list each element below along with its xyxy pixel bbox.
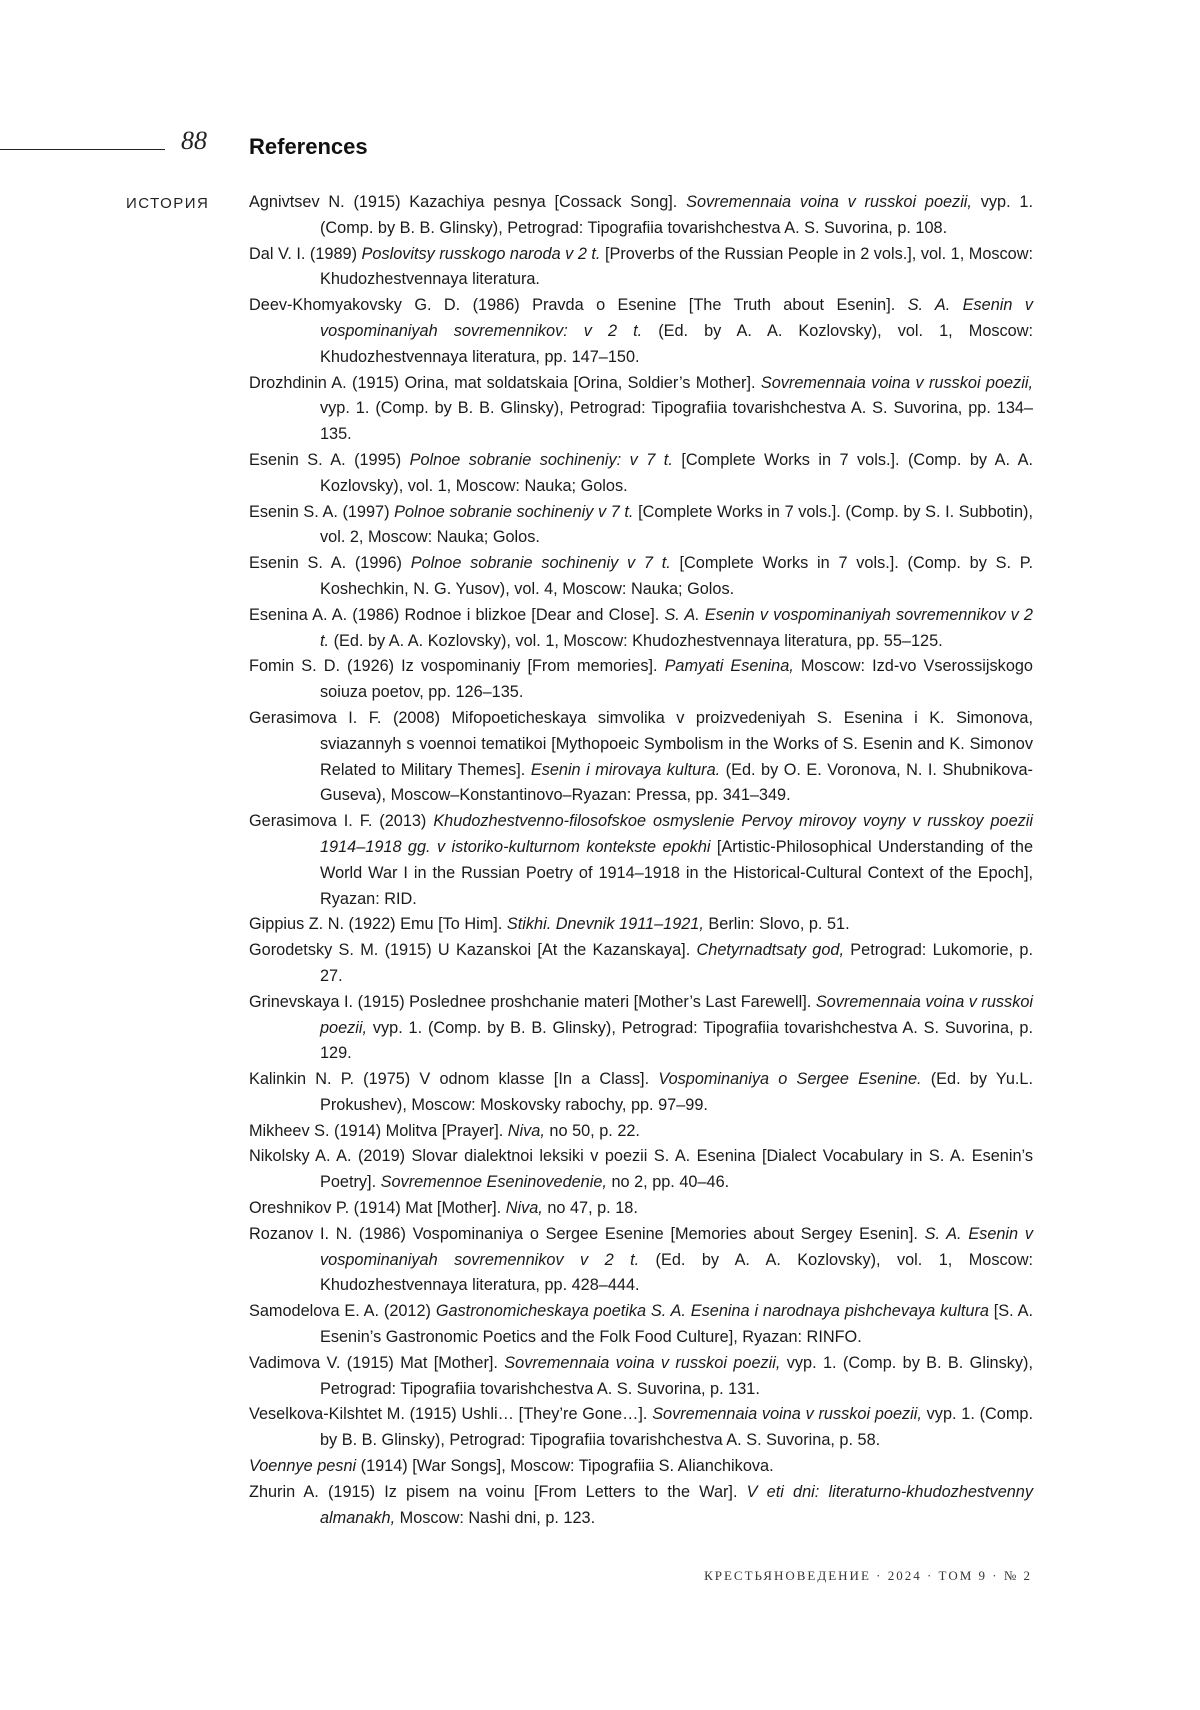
reference-text: Petrograd: Lukomorie, p. 27. [320,941,1033,985]
reference-item [249,706,1033,809]
reference-text: vyp. 1. (Comp. by B. B. Glinsky), Petrograd: Tipografiia tovarishchestva A. S. Suvorina, p. 58. [320,1405,1033,1450]
reference-item [249,500,1033,552]
reference-item [249,1299,1033,1351]
page-number: 88 [181,126,207,155]
reference-text: [Complete Works in 7 vols.]. (Comp. by S. P. Koshechkin, N. G. Yusov), vol. 4, Moscow: Nauka; Golos. [320,554,1033,598]
reference-title: Sovremennaia voina v russkoi poezii, [652,1405,922,1424]
reference-text: Esenin S. A. (1995) [249,450,410,469]
section-label: ИСТОРИЯ [126,195,210,212]
reference-text: Fomin S. D. (1926) Iz vospominaniy [From memories]. [249,657,665,676]
reference-text: vyp. 1. (Comp. by B. B. Glinsky), Petrograd: Tipografiia tovarishchestva A. S. Suvorina, p. 108. [320,193,1033,237]
reference-title: V eti dni: literaturno-khudozhestvenny almanakh, [320,1482,1033,1527]
reference-item [249,809,1033,912]
reference-text: Vadimova V. (1915) Mat [Mother]. [249,1353,505,1372]
reference-text: Dal V. I. (1989) [249,244,362,263]
reference-item [249,1454,1033,1480]
reference-item [249,654,1033,706]
reference-text: Gerasimova I. F. (2008) Mifopoeticheskaya simvolika v proizvedeniyah S. Esenina i K. Simonova, sviazannyh s voennoi tematikoi [Mythopoeic Symbolism in the Works of S. Esenin and K. Simonov Related to Military Themes]. [249,708,1033,779]
reference-text: Nikolsky A. A. (2019) Slovar dialektnoi leksiki v poezii S. A. Esenina [Dialect Vocabulary in S. A. Esenin’s Poetry]. [249,1147,1033,1192]
reference-title: Esenin i mirovaya kultura. [530,760,721,779]
reference-text: [Artistic-Philosophical Understanding of the World War I in the Russian Poetry of 1914–1918 in the Historical-Cultural Context of the Epoch], Ryazan: RID. [320,837,1034,908]
reference-text: (Ed. by A. A. Kozlovsky), vol. 1, Moscow: Khudozhestvennaya literatura, pp. 147–150. [320,321,1033,366]
reference-text: Veselkova-Kilshtet M. (1915) Ushli… [They’re Gone…]. [249,1405,653,1424]
reference-item [249,293,1033,370]
reference-item [249,1144,1033,1196]
reference-title: Polnoe sobranie sochineniy v 7 t. [394,502,634,521]
reference-item [249,190,1033,242]
reference-text: (Ed. by O. E. Voronova, N. I. Shubnikova-Guseva), Moscow–Konstantinovo–Ryazan: Pressa, pp. 341–349. [320,760,1033,805]
reference-title: Sovremennaia voina v russkoi poezii, [504,1353,781,1372]
reference-text: (Ed. by A. A. Kozlovsky), vol. 1, Moscow: Khudozhestvennaya literatura, pp. 428–444. [320,1250,1033,1295]
reference-item [249,1222,1033,1299]
reference-item [249,1119,1033,1145]
reference-text: Agnivtsev N. (1915) Kazachiya pesnya [Cossack Song]. [249,193,687,211]
reference-text: [Complete Works in 7 vols.]. (Comp. by S. I. Subbotin), vol. 2, Moscow: Nauka; Golos. [320,502,1033,547]
reference-title: S. A. Esenin v vospominaniyah sovremennikov v 2 t. [320,605,1033,650]
reference-text: Zhurin A. (1915) Iz pisem na voinu [From Letters to the War]. [249,1482,747,1501]
reference-text: [Proverbs of the Russian People in 2 vols.], vol. 1, Moscow: Khudozhestvennaya literatura. [320,244,1034,289]
reference-text: Berlin: Slovo, p. 51. [703,915,850,934]
reference-item [249,938,1033,990]
reference-text: (Ed. by A. A. Kozlovsky), vol. 1, Moscow: Khudozhestvennaya literatura, pp. 55–125. [329,631,943,650]
reference-text: (Ed. by Yu.L. Prokushev), Moscow: Moskovsky rabochy, pp. 97–99. [320,1070,1033,1114]
reference-item [249,1402,1033,1454]
reference-text: vyp. 1. (Comp. by B. B. Glinsky), Petrograd: Tipografiia tovarishchestva A. S. Suvorina, pp. 134–135. [320,399,1033,444]
reference-list [249,190,1033,1531]
reference-text: Drozhdinin A. (1915) Orina, mat soldatskaia [Orina, Soldier’s Mother]. [249,373,761,392]
reference-text: no 50, p. 22. [544,1121,640,1140]
reference-text: Moscow: Nashi dni, p. 123. [395,1508,596,1527]
reference-text: Deev-Khomyakovsky G. D. (1986) Pravda o Esenine [The Truth about Esenin]. [249,296,908,315]
reference-text: Gorodetsky S. M. (1915) U Kazanskoi [At the Kazanskaya]. [249,941,697,960]
reference-text: Esenin S. A. (1996) [249,554,411,573]
reference-text: Rozanov I. N. (1986) Vospominaniya o Sergee Esenine [Memories about Sergey Esenin]. [249,1224,925,1243]
reference-item [249,1480,1033,1532]
reference-item [249,1067,1033,1119]
reference-text: [S. A. Esenin’s Gastronomic Poetics and the Folk Food Culture], Ryazan: RINFO. [320,1302,1033,1347]
reference-text: Samodelova E. A. (2012) [249,1302,436,1321]
reference-item [249,242,1033,294]
reference-text: Kalinkin N. P. (1975) V odnom klasse [In a Class]. [249,1070,659,1089]
reference-item [249,912,1033,938]
reference-text: no 47, p. 18. [542,1199,638,1218]
reference-title: Sovremennaia voina v russkoi poezii, [320,992,1034,1037]
reference-text: Esenin S. A. (1997) [249,502,395,521]
reference-text: no 2, pp. 40–46. [606,1173,730,1192]
reference-title: Gastronomicheskaya poetika S. A. Esenina i narodnaya pishchevaya kultura [435,1302,989,1321]
reference-title: Poslovitsy russkogo naroda v 2 t. [361,244,601,263]
reference-item [249,371,1033,448]
reference-title: Polnoe sobranie sochineniy: v 7 t. [409,450,673,469]
reference-title: Niva, [507,1121,545,1140]
reference-text: Moscow: Izd-vo Vserossijskogo soiuza poetov, pp. 126–135. [320,657,1033,702]
header-rule [0,149,165,150]
reference-text: vyp. 1. (Comp. by B. B. Glinsky), Petrograd: Tipografiia tovarishchestva A. S. Suvorina, p. 129. [320,1018,1033,1063]
reference-text: (1914) [War Songs], Moscow: Tipografiia S. Alianchikova. [356,1457,774,1476]
journal-footer: КРЕСТЬЯНОВЕДЕНИЕ · 2024 · ТОМ 9 · № 2 [704,1568,1032,1583]
reference-text: Gippius Z. N. (1922) Emu [To Him]. [249,915,507,934]
reference-item [249,1351,1033,1403]
reference-title: Khudozhestvenno-filosofskoe osmyslenie Pervoy mirovoy voyny v russkoy poezii 1914–1918 gg. v istoriko-kulturnom kontekste epokhi [320,812,1033,856]
reference-item [249,448,1033,500]
section-heading: References [249,134,368,159]
reference-text: vyp. 1. (Comp. by B. B. Glinsky), Petrograd: Tipografiia tovarishchestva A. S. Suvorina, p. 131. [320,1353,1033,1398]
reference-title: Voennye pesni [249,1457,357,1476]
reference-title: Sovremennaia voina v russkoi poezii, [760,373,1033,392]
reference-item [249,990,1033,1067]
reference-title: S. A. Esenin v vospominaniyah sovremennikov: v 2 t. [320,296,1034,340]
reference-title: Sovremennaia voina v russkoi poezii, [686,193,972,211]
reference-title: Vospominaniya o Sergee Esenine. [658,1070,922,1089]
reference-title: Stikhi. Dnevnik 1911–1921, [506,915,704,934]
reference-title: S. A. Esenin v vospominaniyah sovremennikov v 2 t. [320,1224,1033,1269]
reference-title: Pamyati Esenina, [664,657,794,676]
reference-title: Niva, [505,1199,543,1218]
reference-title: Sovremennoe Eseninovedenie, [380,1173,607,1192]
reference-text: Mikheev S. (1914) Molitva [Prayer]. [249,1121,508,1140]
reference-item [249,603,1033,655]
reference-text: Gerasimova I. F. (2013) [249,812,434,831]
reference-item [249,1196,1033,1222]
reference-title: Chetyrnadtsaty god, [696,941,844,960]
reference-text: Grinevskaya I. (1915) Poslednee proshchanie materi [Mother’s Last Farewell]. [249,992,816,1011]
reference-text: Esenina A. A. (1986) Rodnoe i blizkoe [Dear and Close]. [249,605,665,624]
reference-text: [Complete Works in 7 vols.]. (Comp. by A. A. Kozlovsky), vol. 1, Moscow: Nauka; Golos. [320,450,1033,495]
reference-item [249,551,1033,603]
reference-title: Polnoe sobranie sochineniy v 7 t. [410,554,671,573]
reference-text: Oreshnikov P. (1914) Mat [Mother]. [249,1199,506,1218]
